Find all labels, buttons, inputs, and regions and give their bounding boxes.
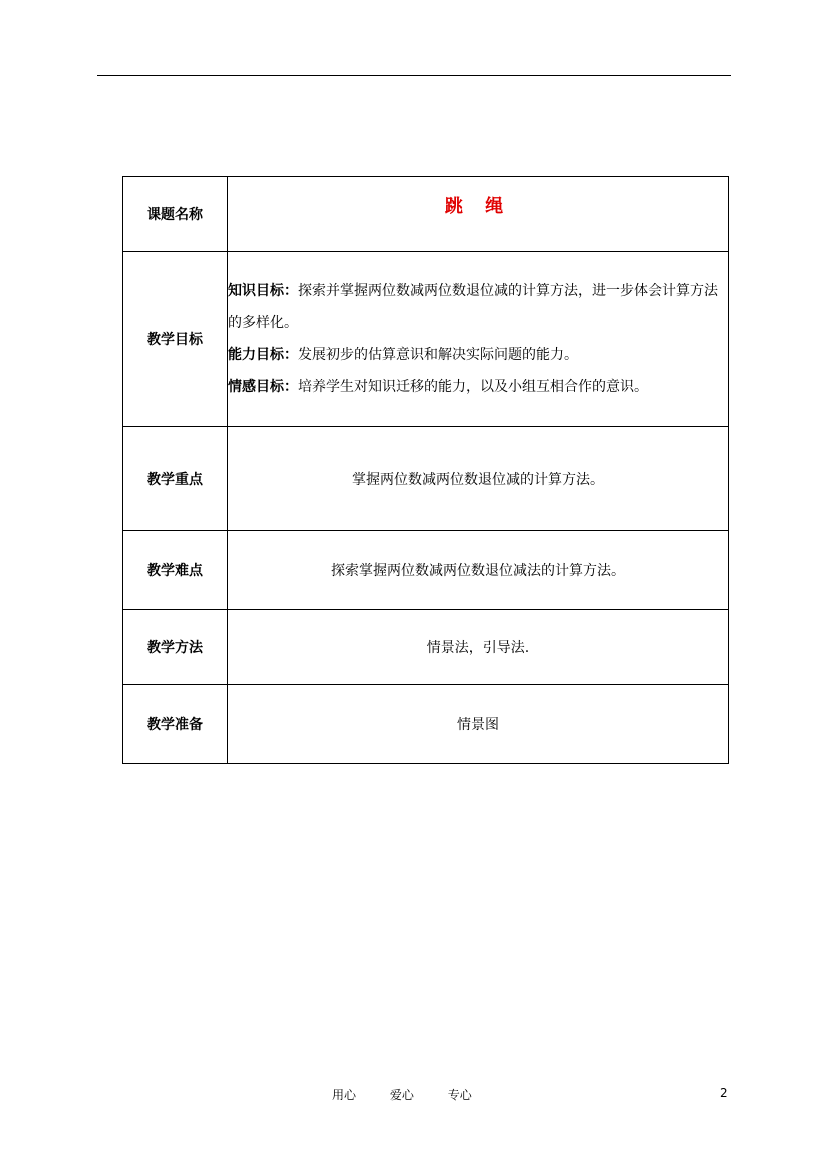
objective-emotion (228, 371, 728, 403)
row-title (123, 177, 729, 252)
row-objectives (123, 252, 729, 427)
objectives-cell (228, 252, 729, 427)
row-methods (123, 610, 729, 685)
page-footer (0, 1086, 827, 1102)
lesson-plan-table (122, 176, 729, 764)
motto-word: 专心 (447, 1088, 472, 1102)
motto-word: 用心 (332, 1088, 357, 1102)
objective-text: 探索并掌握两位数减两位数退位减的计算方法，进一步体会计算方法的多样化。 (228, 283, 718, 331)
key-points-value: 掌握两位数减两位数退位减的计算方法。 (228, 427, 729, 531)
header-rule (97, 75, 731, 76)
objective-text: 培养学生对知识迁移的能力，以及小组互相合作的意识。 (298, 379, 648, 395)
methods-value: 情景法，引导法. (228, 610, 729, 685)
difficulties-value: 探索掌握两位数减两位数退位减法的计算方法。 (228, 531, 729, 610)
row-preparation (123, 685, 729, 764)
difficulties-label: 教学难点 (123, 531, 228, 610)
lesson-title: 跳 绳 (444, 196, 512, 217)
objective-ability (228, 339, 728, 371)
objective-head: 情感目标： (228, 379, 298, 395)
objectives-label: 教学目标 (123, 252, 228, 427)
title-label: 课题名称 (123, 177, 228, 252)
objective-head: 知识目标： (228, 283, 298, 299)
key-points-label: 教学重点 (123, 427, 228, 531)
motto-word: 爱心 (389, 1088, 414, 1102)
methods-label: 教学方法 (123, 610, 228, 685)
objective-text: 发展初步的估算意识和解决实际问题的能力。 (298, 347, 578, 363)
row-difficulties (123, 531, 729, 610)
page-number: 2 (720, 1086, 728, 1100)
objective-knowledge (228, 275, 728, 339)
preparation-label: 教学准备 (123, 685, 228, 764)
objective-head: 能力目标： (228, 347, 298, 363)
footer-motto (332, 1086, 502, 1103)
preparation-value: 情景图 (228, 685, 729, 764)
row-key-points (123, 427, 729, 531)
title-cell (228, 177, 729, 252)
